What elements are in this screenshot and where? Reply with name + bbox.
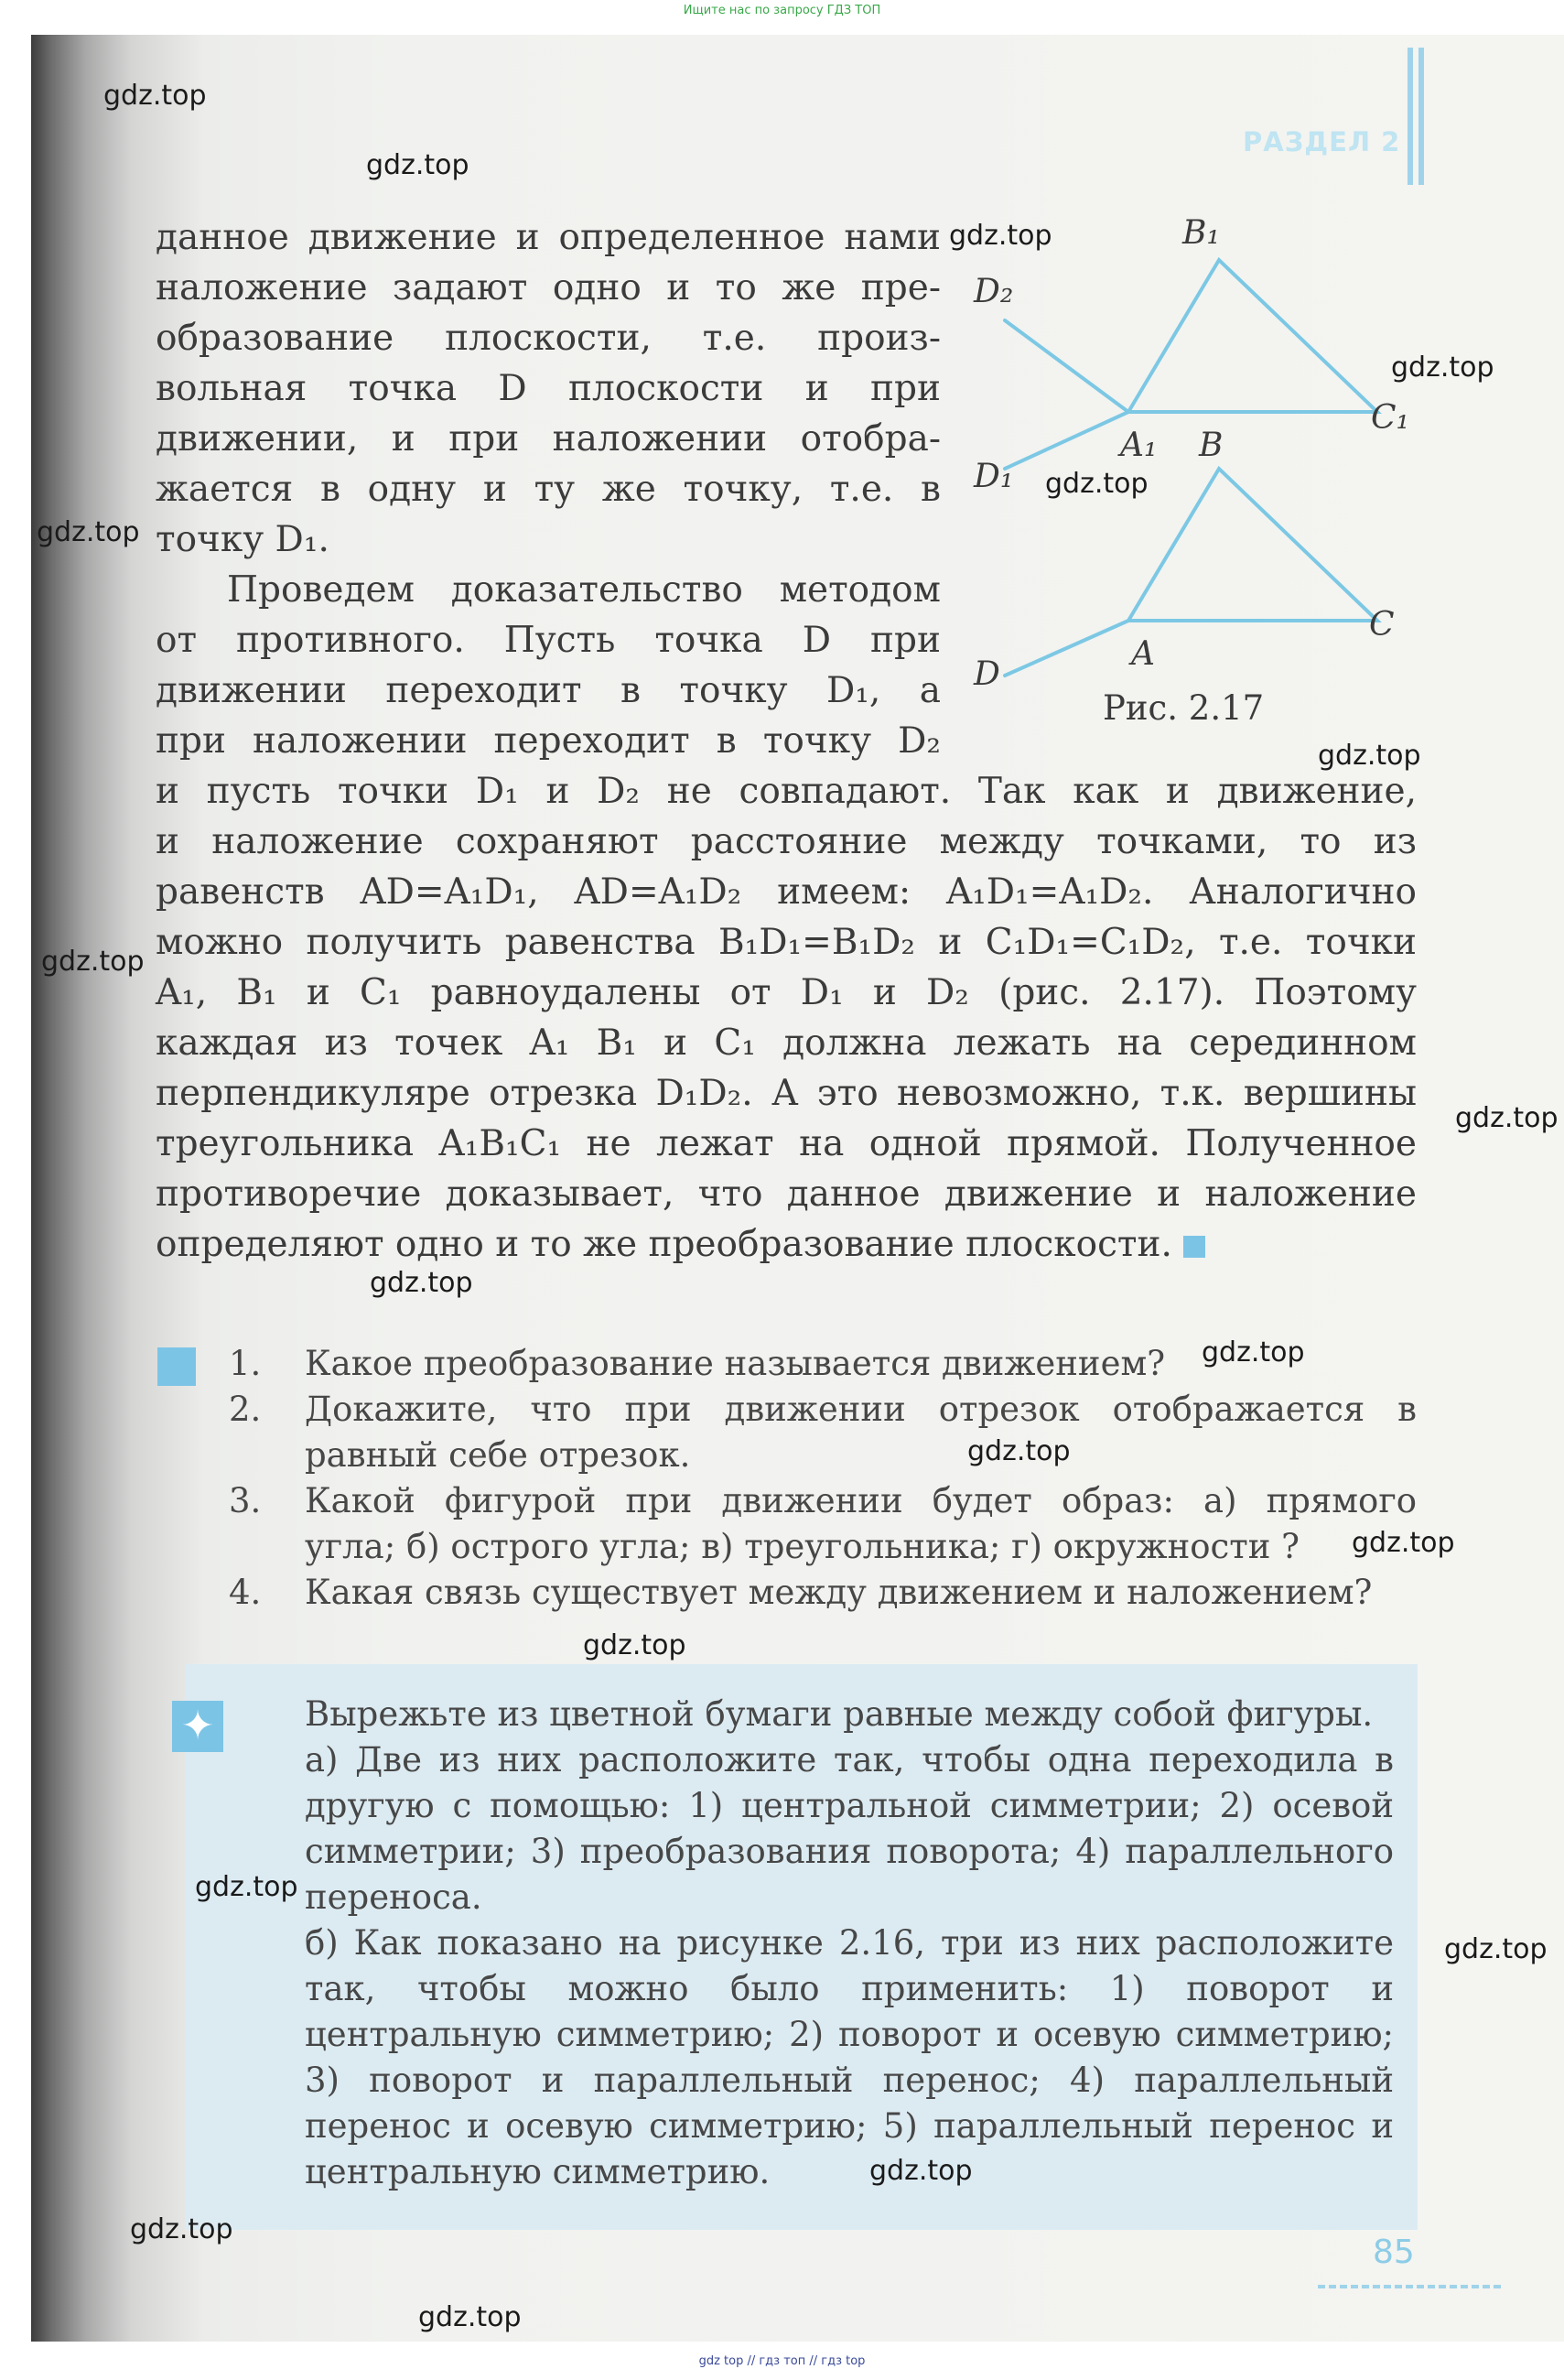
text-line: перпендикуляре отрезка D₁D₂. А это невозможно, т.к. вершины [156,1073,1417,1114]
watermark: gdz.top [1045,468,1149,500]
label-c: C [1369,606,1395,644]
watermark: gdz.top [967,1435,1071,1467]
text-line: данное движение и определенное нами [156,217,941,258]
text-line: треугольника A₁B₁C₁ не лежат на одной прямой. Полученное [156,1123,1417,1164]
page-number-rule [1318,2285,1501,2288]
question-number: 3. [229,1481,262,1520]
task-line: б) Как показано на рисунке 2.16, три из них расположите [305,1923,1394,1963]
segment-a1-d1 [1005,412,1128,469]
question-line: угла; б) острого угла; в) треугольника; г) окружности ? [305,1527,1300,1566]
watermark: gdz.top [1318,740,1421,772]
watermark: gdz.top [418,2301,522,2333]
task-line: так, чтобы можно было применить: 1) поворот и [305,1969,1394,2008]
question-line: равный себе отрезок. [305,1435,691,1475]
task-line: переноса. [305,1877,482,1917]
proof-end-mark [1183,1236,1205,1258]
label-d2: D₂ [974,273,1014,310]
segment-a1-d2 [1005,320,1128,412]
text-line: образование плоскости, т.е. произ- [156,318,941,359]
watermark: gdz.top [37,516,140,548]
question-line: Какой фигурой при движении будет образ: а) прямого [305,1481,1417,1520]
question-number: 1. [229,1344,262,1383]
label-c1: C₁ [1371,399,1409,437]
text-line: жается в одну и ту же точку, т.е. в [156,469,941,510]
text-line: Проведем доказательство методом [227,569,941,611]
question-line: Какая связь существует между движением и наложением? [305,1573,1373,1612]
watermark: gdz.top [949,220,1052,252]
watermark: gdz.top [370,1267,473,1299]
label-d: D [974,655,1000,693]
text-line: движении переходит в точку D₁, а [156,670,941,711]
page-number: 85 [1373,2234,1415,2271]
label-a1: A₁ [1120,427,1158,464]
label-b1: B₁ [1182,214,1220,252]
task-star-icon: ✦ [172,1701,223,1752]
watermark: gdz.top [869,2155,973,2187]
text-line: определяют одно и то же преобразование плоскости. [156,1219,1205,1270]
watermark: gdz.top [366,149,469,181]
watermark: gdz.top [1391,352,1494,384]
task-line: центральную симметрию. [305,2152,771,2191]
watermark: gdz.top [1202,1336,1305,1368]
text-line: противоречие доказывает, что данное движение и наложение [156,1174,1417,1215]
text-line: и наложение сохраняют расстояние между точками, то из [156,821,1417,862]
text-line: и пусть точки D₁ и D₂ не совпадают. Так как и движение, [156,771,1417,812]
question-number: 4. [229,1573,262,1612]
question-icon [157,1347,196,1386]
text-line: можно получить равенства B₁D₁=B₁D₂ и C₁D₁=C₁D₂, т.е. точки [156,922,1417,963]
text-line: наложение задают одно и то же пре- [156,267,941,308]
section-label: РАЗДЕЛ 2 [1243,126,1401,157]
section-bar [1408,48,1413,185]
watermark: gdz.top [1444,1933,1548,1965]
segment-a-d [1005,621,1128,676]
task-line: 3) поворот и параллельный перенос; 4) параллельный [305,2061,1394,2100]
figure-caption: Рис. 2.17 [1103,688,1265,728]
label-b: B [1199,427,1224,464]
triangle-a1b1c1 [1128,260,1377,412]
text-line: от противного. Пусть точка D при [156,620,941,661]
question-number: 2. [229,1390,262,1429]
task-line: симметрии; 3) преобразования поворота; 4) параллельного [305,1832,1394,1871]
task-line: перенос и осевую симметрию; 5) параллельный перенос и [305,2106,1394,2146]
text-line: при наложении переходит в точку D₂ [156,720,941,762]
text-line: движении, и при наложении отобра- [156,418,941,460]
watermark: gdz.top [103,80,207,112]
label-d1: D₁ [974,458,1014,495]
task-line: а) Две из них расположите так, чтобы одна переходила в [305,1740,1394,1780]
figure-2-17 [952,201,1464,714]
task-line: Вырежьте из цветной бумаги равные между собой фигуры. [305,1694,1374,1734]
triangle-abc [1128,469,1377,621]
watermark: gdz.top [583,1629,686,1661]
watermark: gdz.top [195,1871,298,1903]
top-note: Ищите нас по запросу ГДЗ ТОП [683,4,881,17]
text-line: каждая из точек A₁ B₁ и C₁ должна лежать на серединном [156,1022,1417,1064]
label-a: A [1131,635,1155,673]
text-line: точку D₁. [156,519,329,560]
watermark: gdz.top [41,946,145,978]
task-line: центральную симметрию; 2) поворот и осевую симметрию; [305,2015,1394,2054]
question-line: Какое преобразование называется движением? [305,1344,1166,1383]
watermark: gdz.top [1352,1527,1455,1559]
watermark: gdz.top [130,2213,233,2245]
question-line: Докажите, что при движении отрезок отображается в [305,1390,1417,1429]
task-line: другую с помощью: 1) центральной симметрии; 2) осевой [305,1786,1394,1825]
text-line: вольная точка D плоскости и при [156,368,941,409]
watermark: gdz.top [1455,1102,1559,1134]
section-bar [1418,48,1424,185]
text-line: A₁, B₁ и C₁ равноудалены от D₁ и D₂ (рис. 2.17). Поэтому [156,972,1417,1013]
text-line: равенств AD=A₁D₁, AD=A₁D₂ имеем: A₁D₁=A₁D₂. Аналогично [156,871,1417,913]
bottom-note: gdz top // гдз топ // гдз top [698,2354,866,2368]
